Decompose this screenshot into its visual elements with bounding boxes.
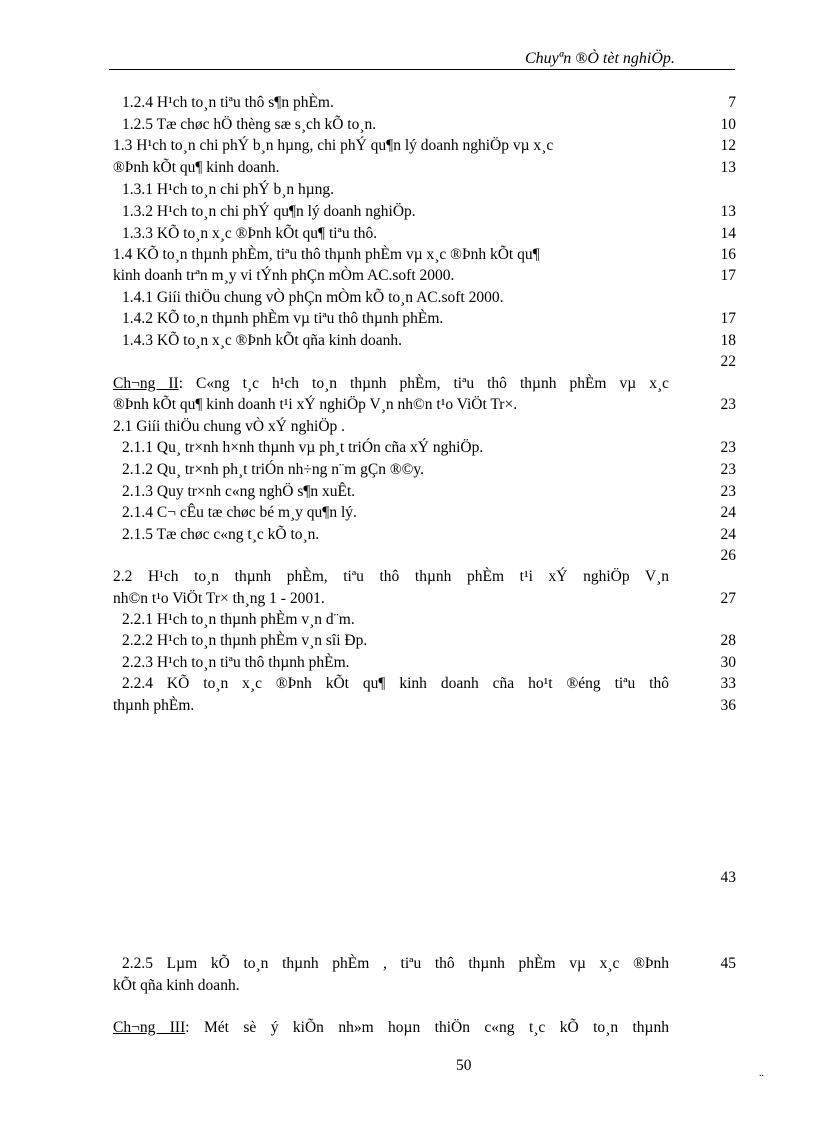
toc-entry: kinh doanh trªn m¸y vi tÝnh phÇn mÒm AC.soft 2000. <box>113 267 455 284</box>
footer-dots: .. <box>759 1068 764 1079</box>
page-number: 26 <box>720 547 736 564</box>
footer-page-number: 50 <box>456 1057 472 1074</box>
page-number: 23 <box>720 439 736 456</box>
chapter-3-title: Ch¬ng III: Mét sè ý kiÕn nh»m hoµn thiÖn c«ng t¸c kÕ to¸n thµnh <box>113 1019 669 1036</box>
toc-entry: 2.1.3 Quy tr×nh c«ng nghÖ s¶n xuÊt. <box>122 483 356 500</box>
toc-entry: 2.2.2 H¹ch to¸n thµnh phÈm v¸n sîi Ðp. <box>122 632 368 649</box>
header-rule <box>109 69 735 70</box>
page-number: 17 <box>720 267 736 284</box>
page-number: 23 <box>720 461 736 478</box>
section-2-2-title: 2.2 H¹ch to¸n thµnh phÈm, tiªu thô thµnh phÈm t¹i xÝ nghiÖp V¸n <box>113 568 669 585</box>
page-number: 17 <box>720 310 736 327</box>
toc-entry: ®Þnh kÕt qu¶ kinh doanh. <box>113 159 280 176</box>
page-number: 14 <box>720 225 736 242</box>
page-number: 24 <box>720 526 736 543</box>
page-number: 22 <box>720 353 736 370</box>
section-2-2-title-line2: nh©n t¹o ViÖt Tr× th¸ng 1 - 2001. <box>113 590 325 607</box>
toc-entry: 1.3.3 KÕ to¸n x¸c ®Þnh kÕt qu¶ tiªu thô. <box>122 225 378 242</box>
page-number: 45 <box>720 955 736 972</box>
chapter-2-label: Ch¬ng II <box>113 375 179 392</box>
page-number: 24 <box>720 504 736 521</box>
chapter-2-title: Ch¬ng II: C«ng t¸c h¹ch to¸n thµnh phÈm, tiªu thô thµnh phÈm vµ x¸c <box>113 375 669 392</box>
toc-entry: 2.2.3 H¹ch to¸n tiªu thô thµnh phÈm. <box>122 654 350 671</box>
running-header: Chuyªn ®Ò tèt nghiÖp. <box>525 50 675 67</box>
page-number: 36 <box>720 697 736 714</box>
page-number: 43 <box>720 869 736 886</box>
page-number: 16 <box>720 246 736 263</box>
toc-entry: 2.2.4 KÕ to¸n x¸c ®Þnh kÕt qu¶ kinh doanh cña ho¹t ®éng tiªu thô <box>122 675 669 692</box>
toc-entry: 2.2.5 Lµm kÕ to¸n thµnh phÈm , tiªu thô thµnh phÈm vµ x¸c ®Þnh <box>122 955 669 972</box>
toc-entry: 2.2.1 H¹ch to¸n thµnh phÈm v¸n d¨m. <box>122 611 355 628</box>
page-number: 27 <box>720 590 736 607</box>
page-number: 7 <box>728 94 736 111</box>
page-number: 33 <box>720 675 736 692</box>
page-number: 23 <box>720 396 736 413</box>
toc-entry: 1.3 H¹ch to¸n chi phÝ b¸n hµng, chi phÝ qu¶n lý doanh nghiÖp vµ x¸c <box>113 137 554 154</box>
page-number: 30 <box>720 654 736 671</box>
toc-entry: 2.1.4 C¬ cÊu tæ chøc bé m¸y qu¶n lý. <box>122 504 357 521</box>
toc-entry: 2.1.5 Tæ chøc c«ng t¸c kÕ to¸n. <box>122 526 320 543</box>
page-number: 13 <box>720 159 736 176</box>
toc-entry-line2: kÕt qña kinh doanh. <box>113 977 240 994</box>
toc-entry: 1.3.1 H¹ch to¸n chi phÝ b¸n hµng. <box>122 181 335 198</box>
page-number: 18 <box>720 332 736 349</box>
chapter-2-title-line2: ®Þnh kÕt qu¶ kinh doanh t¹i xÝ nghiÖp V¸n nh©n t¹o ViÖt Tr×. <box>113 396 518 413</box>
toc-entry: 2.1.1 Qu¸ tr×nh h×nh thµnh vµ ph¸t triÓn cña xÝ nghiÖp. <box>122 439 484 456</box>
page-number: 28 <box>720 632 736 649</box>
toc-entry-line2: thµnh phÈm. <box>113 697 195 714</box>
toc-entry: 1.4 KÕ to¸n thµnh phÈm, tiªu thô thµnh phÈm vµ x¸c ®Þnh kÕt qu¶ <box>113 246 540 263</box>
toc-entry: 1.2.4 H¹ch to¸n tiªu thô s¶n phÈm. <box>122 94 334 111</box>
toc-entry: 1.2.5 Tæ chøc hÖ thèng sæ s¸ch kÕ to¸n. <box>122 116 377 133</box>
toc-entry: 1.4.2 KÕ to¸n thµnh phÈm vµ tiªu thô thµnh phÈm. <box>122 310 444 327</box>
toc-entry: 1.3.2 H¹ch to¸n chi phÝ qu¶n lý doanh nghiÖp. <box>122 203 416 220</box>
toc-entry: 2.1.2 Qu¸ tr×nh ph¸t triÓn nh÷ng n¨m gÇn ®©y. <box>122 461 424 478</box>
page-number: 23 <box>720 483 736 500</box>
toc-entry: 1.4.3 KÕ to¸n x¸c ®Þnh kÕt qña kinh doanh. <box>122 332 402 349</box>
page-number: 12 <box>720 137 736 154</box>
page-number: 10 <box>720 116 736 133</box>
page-number: 13 <box>720 203 736 220</box>
toc-entry: 2.1 Giíi thiÖu chung vÒ xÝ nghiÖp . <box>113 418 346 435</box>
chapter-3-label: Ch¬ng III <box>113 1019 186 1036</box>
toc-entry: 1.4.1 Giíi thiÖu chung vÒ phÇn mÒm kÕ to¸n AC.soft 2000. <box>122 289 504 306</box>
